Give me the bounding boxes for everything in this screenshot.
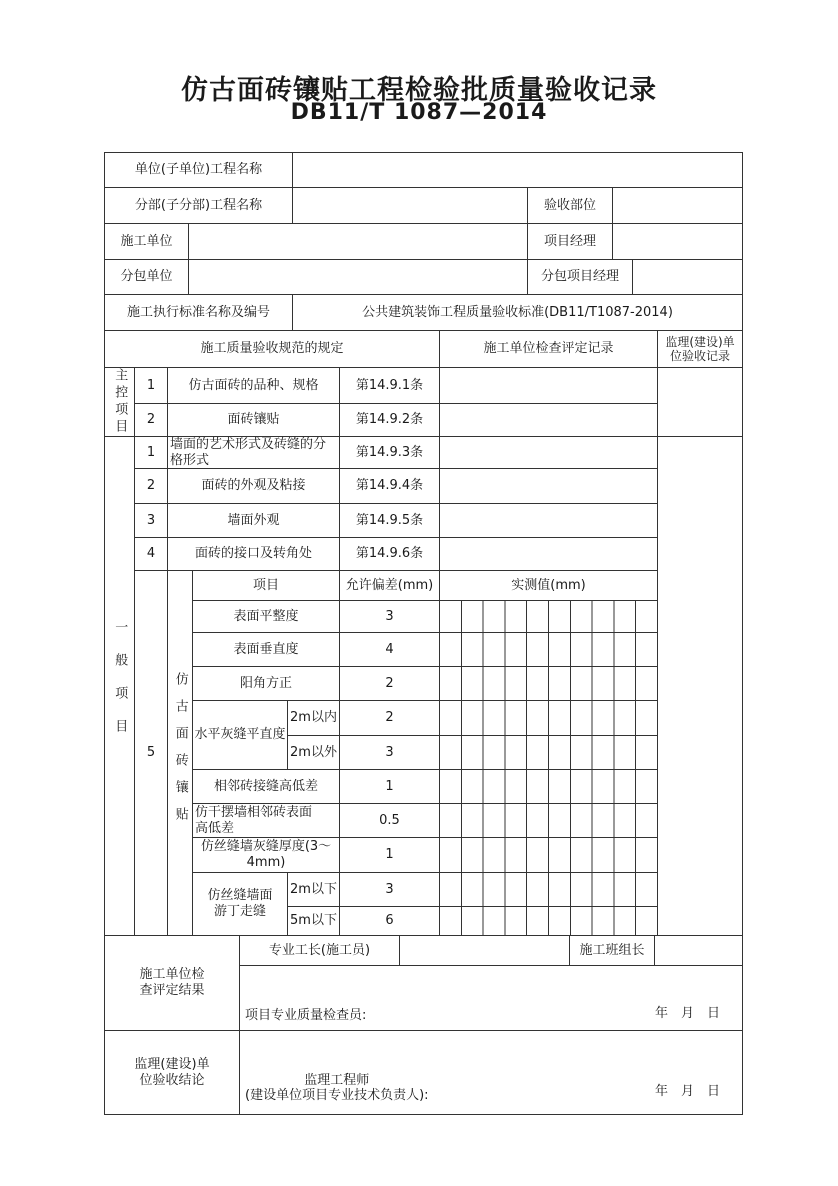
supervision-signature-area[interactable] (240, 1031, 742, 1114)
deviation-row-name: 表面平整度 (193, 601, 340, 633)
check-record-cell[interactable] (440, 469, 658, 504)
spec-column-header: 施工质量验收规范的规定 (105, 331, 440, 368)
deviation-row-tolerance: 3 (340, 601, 440, 633)
general-item-name: 面砖的外观及粘接 (168, 469, 340, 504)
engineer-label-block (245, 1073, 429, 1104)
measured-values-strip[interactable] (440, 701, 658, 736)
deviation-row-tolerance: 2 (340, 667, 440, 701)
subcontract-unit-field[interactable] (189, 260, 528, 295)
deviation-row-subname: 2m以下 (288, 873, 340, 907)
deviation-row-name-text: 仿丝缝墙面游丁走缝 (207, 888, 273, 919)
deviation-row-tolerance: 3 (340, 873, 440, 907)
supervision-check-column-header (658, 331, 742, 368)
measured-values-strip[interactable] (440, 770, 658, 804)
general-item-no: 1 (135, 437, 168, 469)
deviation-row-name: 仿干摆墙相邻砖表面高低差 (193, 804, 340, 838)
subcontract-pm-label: 分包项目经理 (528, 260, 633, 295)
deviation-row-tolerance: 2 (340, 701, 440, 736)
check-record-cell[interactable] (440, 368, 658, 404)
general-item-clause: 第14.9.6条 (340, 538, 440, 571)
subdivision-name-label: 分部(子分部)工程名称 (105, 188, 293, 224)
supervision-result-label-text: 监理(建设)单位验收结论 (134, 1056, 210, 1088)
measured-values-strip[interactable] (440, 736, 658, 770)
subcontract-unit-label: 分包单位 (105, 260, 189, 295)
deviation-row-tolerance: 0.5 (340, 804, 440, 838)
general-item-no: 2 (135, 469, 168, 504)
main-control-section-label: 主控项目 (105, 368, 135, 437)
deviation-header-tolerance: 允许偏差(mm) (340, 571, 440, 601)
team-leader-label: 施工班组长 (570, 936, 655, 966)
supervision-result-label (105, 1031, 240, 1114)
standard-label: 施工执行标准名称及编号 (105, 295, 293, 331)
deviation-row-name: 表面垂直度 (193, 633, 340, 667)
general-item-name: 墙面外观 (168, 504, 340, 538)
measured-values-strip[interactable] (440, 633, 658, 667)
deviation-row-name: 阳角方正 (193, 667, 340, 701)
main-control-item-clause: 第14.9.1条 (340, 368, 440, 404)
general-item-name: 墙面的艺术形式及砖缝的分格形式 (168, 437, 340, 469)
deviation-row-subname: 5m以下 (288, 907, 340, 936)
general-item-clause: 第14.9.3条 (340, 437, 440, 469)
check-result-label-text: 施工单位检查评定结果 (139, 967, 205, 998)
contractor-check-column-header: 施工单位检查评定记录 (440, 331, 658, 368)
deviation-row-subname: 2m以外 (288, 736, 340, 770)
engineer-label: 监理工程师 (304, 1072, 370, 1088)
deviation-row-tolerance: 3 (340, 736, 440, 770)
deviation-group-label: 仿古面砖镶贴 (168, 571, 193, 936)
inspector-label: 项目专业质量检查员: (245, 1008, 367, 1024)
construction-unit-field[interactable] (189, 224, 528, 260)
construction-unit-label: 施工单位 (105, 224, 189, 260)
inspection-form-table (104, 152, 743, 1115)
date-placeholder: 年 月 日 (654, 1084, 720, 1100)
acceptance-part-field[interactable] (613, 188, 742, 224)
team-leader-signature-field[interactable] (655, 936, 742, 966)
deviation-row-subname: 2m以内 (288, 701, 340, 736)
general-item-name: 面砖的接口及转角处 (168, 538, 340, 571)
main-control-item-name: 面砖镶贴 (168, 404, 340, 437)
subcontract-pm-field[interactable] (633, 260, 742, 295)
check-result-label (105, 936, 240, 1031)
deviation-row-name: 相邻砖接缝高低差 (193, 770, 340, 804)
project-manager-label: 项目经理 (528, 224, 613, 260)
engineer-sub-label: (建设单位项目专业技术负责人): (245, 1088, 429, 1104)
deviation-row-name: 仿丝缝墙灰缝厚度(3～4mm) (193, 838, 340, 873)
measured-values-strip[interactable] (440, 601, 658, 633)
main-control-item-no: 2 (135, 404, 168, 437)
deviation-row-name (193, 873, 288, 936)
check-record-cell[interactable] (440, 437, 658, 469)
general-section-label: 一般项目 (105, 437, 135, 936)
deviation-row-tolerance: 1 (340, 770, 440, 804)
project-manager-field[interactable] (613, 224, 742, 260)
foreman-label: 专业工长(施工员) (240, 936, 400, 966)
main-control-item-name: 仿古面砖的品种、规格 (168, 368, 340, 404)
unit-project-name-field[interactable] (293, 153, 742, 188)
general-item-clause: 第14.9.4条 (340, 469, 440, 504)
deviation-row-tolerance: 1 (340, 838, 440, 873)
supervision-record-cell[interactable] (658, 437, 742, 936)
deviation-row-tolerance: 4 (340, 633, 440, 667)
check-record-cell[interactable] (440, 404, 658, 437)
measured-values-strip[interactable] (440, 667, 658, 701)
deviation-header-measured: 实测值(mm) (440, 571, 658, 601)
check-record-cell[interactable] (440, 504, 658, 538)
foreman-signature-field[interactable] (400, 936, 570, 966)
deviation-row-name: 水平灰缝平直度 (193, 701, 288, 770)
deviation-item-no: 5 (135, 571, 168, 936)
measured-values-strip[interactable] (440, 804, 658, 838)
general-item-no: 4 (135, 538, 168, 571)
main-control-item-clause: 第14.9.2条 (340, 404, 440, 437)
general-item-clause: 第14.9.5条 (340, 504, 440, 538)
measured-values-strip[interactable] (440, 873, 658, 907)
subdivision-name-field[interactable] (293, 188, 528, 224)
supervision-record-cell[interactable] (658, 368, 742, 437)
supervision-check-column-header-text: 监理(建设)单位验收记录 (665, 334, 735, 363)
page-subtitle: DB11/T 1087—2014 (290, 100, 548, 125)
page-title: 仿古面砖镶贴工程检验批质量验收记录 (181, 75, 657, 106)
inspector-signature-area[interactable] (240, 966, 742, 1031)
general-item-no: 3 (135, 504, 168, 538)
check-record-cell[interactable] (440, 538, 658, 571)
acceptance-part-label: 验收部位 (528, 188, 613, 224)
main-control-item-no: 1 (135, 368, 168, 404)
measured-values-strip[interactable] (440, 838, 658, 873)
standard-value: 公共建筑装饰工程质量验收标准(DB11/T1087-2014) (293, 295, 742, 331)
deviation-header-item: 项目 (193, 571, 340, 601)
unit-project-name-label: 单位(子单位)工程名称 (105, 153, 293, 188)
measured-values-strip[interactable] (440, 907, 658, 936)
deviation-row-tolerance: 6 (340, 907, 440, 936)
date-placeholder: 年 月 日 (654, 1006, 720, 1022)
